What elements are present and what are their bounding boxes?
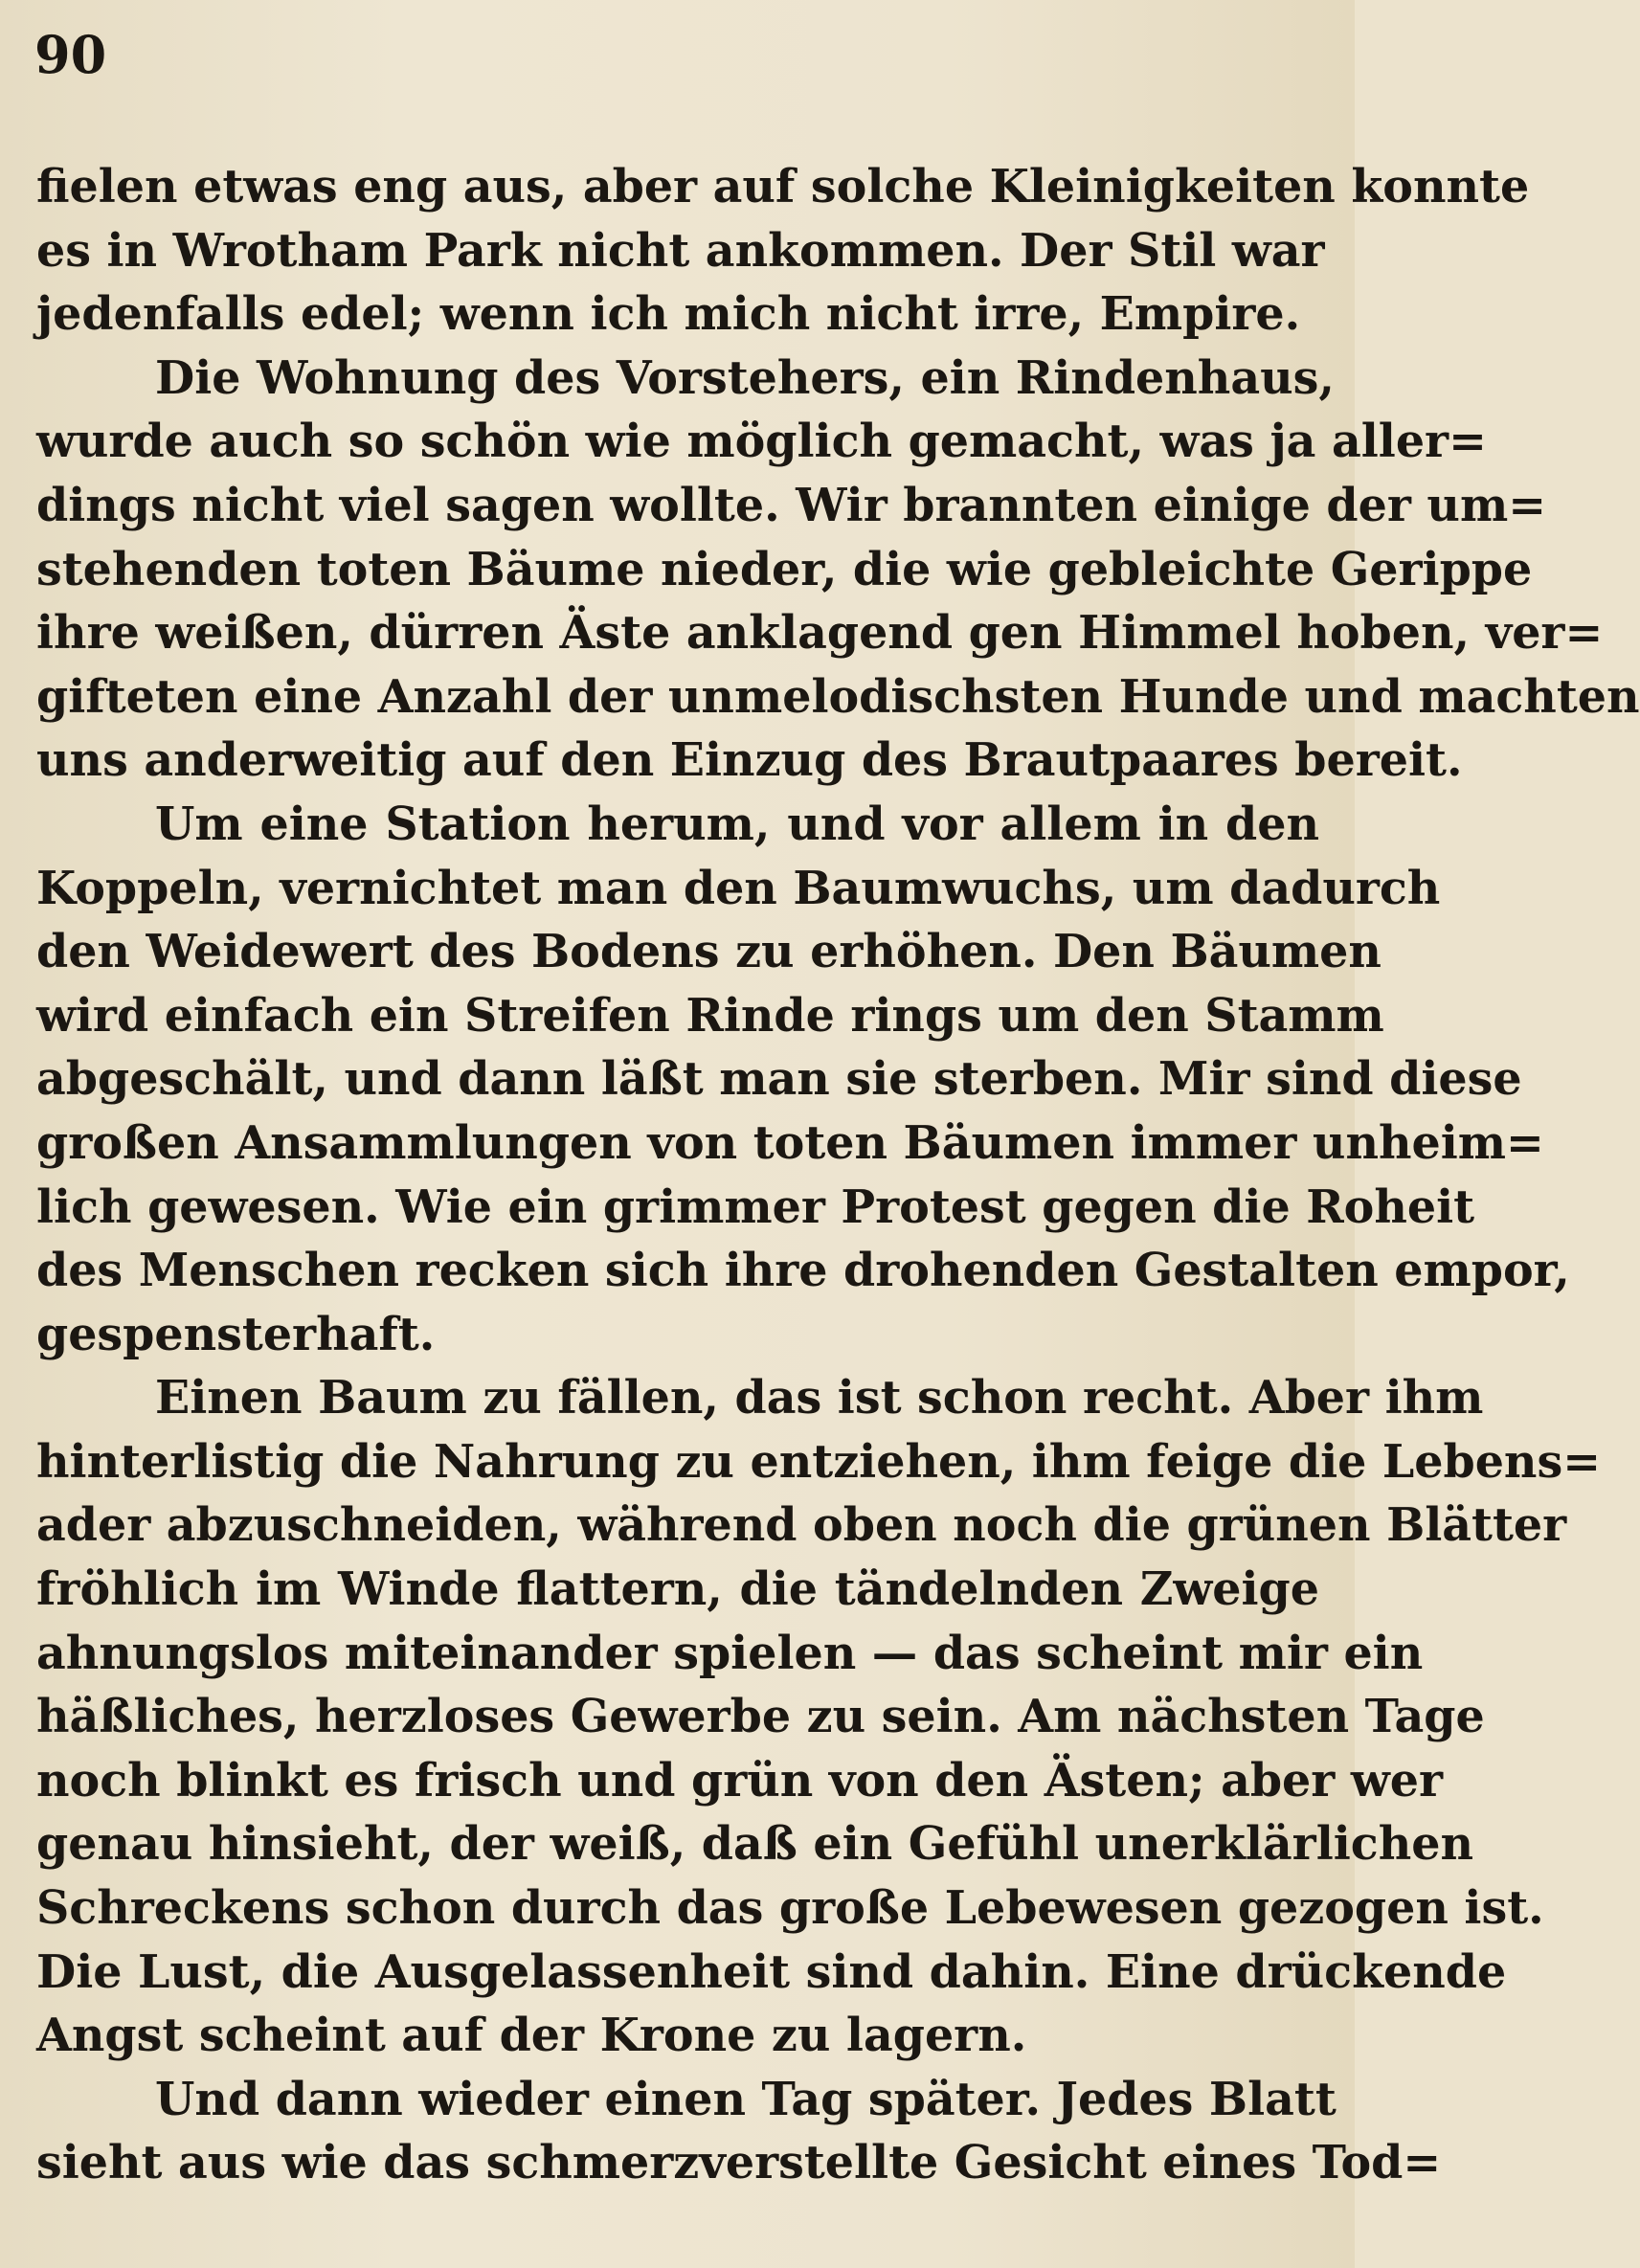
text-line: ader abzuschneiden, während oben noch die grünen Blätter	[36, 1498, 1567, 1553]
text-line: fröhlich im Winde flattern, die tändelnden Zweige	[36, 1562, 1319, 1617]
text-line: noch blinkt es frisch und grün von den Ästen; aber wer	[36, 1753, 1443, 1808]
text-line: lich gewesen. Wie ein grimmer Protest gegen die Roheit	[36, 1179, 1475, 1234]
text-line: Die Wohnung des Vorstehers, ein Rindenhaus,	[155, 350, 1335, 405]
text-line: Um eine Station herum, und vor allem in den	[155, 797, 1319, 851]
text-line: abgeschält, und dann läßt man sie sterben. Mir sind diese	[36, 1052, 1522, 1107]
text-line: Angst scheint auf der Krone zu lagern.	[36, 2009, 1027, 2063]
text-line: Koppeln, vernichtet man den Baumwuchs, um dadurch	[36, 861, 1441, 915]
text-line: ihre weißen, dürren Äste anklagend gen Himmel hoben, ver=	[36, 606, 1604, 661]
text-line: Einen Baum zu fällen, das ist schon recht. Aber ihm	[155, 1371, 1484, 1426]
text-line: wurde auch so schön wie möglich gemacht, was ja aller=	[36, 415, 1487, 469]
text-line: Die Lust, die Ausgelassenheit sind dahin. Eine drückende	[36, 1944, 1507, 1999]
text-line: fielen etwas eng aus, aber auf solche Kleinigkeiten konnte	[36, 160, 1530, 213]
text-line: häßliches, herzloses Gewerbe zu sein. Am nächsten Tage	[36, 1690, 1485, 1744]
body-text	[36, 155, 1640, 2195]
text-line: wird einfach ein Streifen Rinde rings um den Stamm	[36, 988, 1384, 1043]
text-line: jedenfalls edel; wenn ich mich nicht irre, Empire.	[36, 287, 1301, 342]
text-line: uns anderweitig auf den Einzug des Brautpaares bereit.	[36, 733, 1463, 788]
text-line: des Menschen recken sich ihre drohenden Gestalten empor,	[36, 1244, 1570, 1298]
text-line: hinterlistig die Nahrung zu entziehen, ihm feige die Lebens=	[36, 1434, 1601, 1489]
text-line: großen Ansammlungen von toten Bäumen immer unheim=	[36, 1115, 1544, 1170]
text-line: genau hinsieht, der weiß, daß ein Gefühl unerklärlichen	[36, 1817, 1474, 1872]
page-number: 90	[34, 24, 107, 85]
text-line: gespensterhaft.	[36, 1307, 436, 1361]
text-line: den Weidewert des Bodens zu erhöhen. Den Bäumen	[36, 925, 1382, 979]
text-line: ahnungslos miteinander spielen — das scheint mir ein	[36, 1626, 1424, 1680]
text-line: gifteten eine Anzahl der unmelodischsten Hunde und machten	[36, 669, 1640, 724]
text-line: Schreckens schon durch das große Lebewesen gezogen ist.	[36, 1881, 1544, 1936]
text-line: dings nicht viel sagen wollte. Wir brannten einige der um=	[36, 478, 1547, 532]
text-line: sieht aus wie das schmerzverstellte Gesicht eines Tod=	[36, 2136, 1442, 2190]
text-line: es in Wrotham Park nicht ankommen. Der Stil war	[36, 223, 1325, 278]
text-line: Und dann wieder einen Tag später. Jedes Blatt	[155, 2072, 1337, 2126]
text-line: stehenden toten Bäume nieder, die wie gebleichte Gerippe	[36, 542, 1533, 596]
